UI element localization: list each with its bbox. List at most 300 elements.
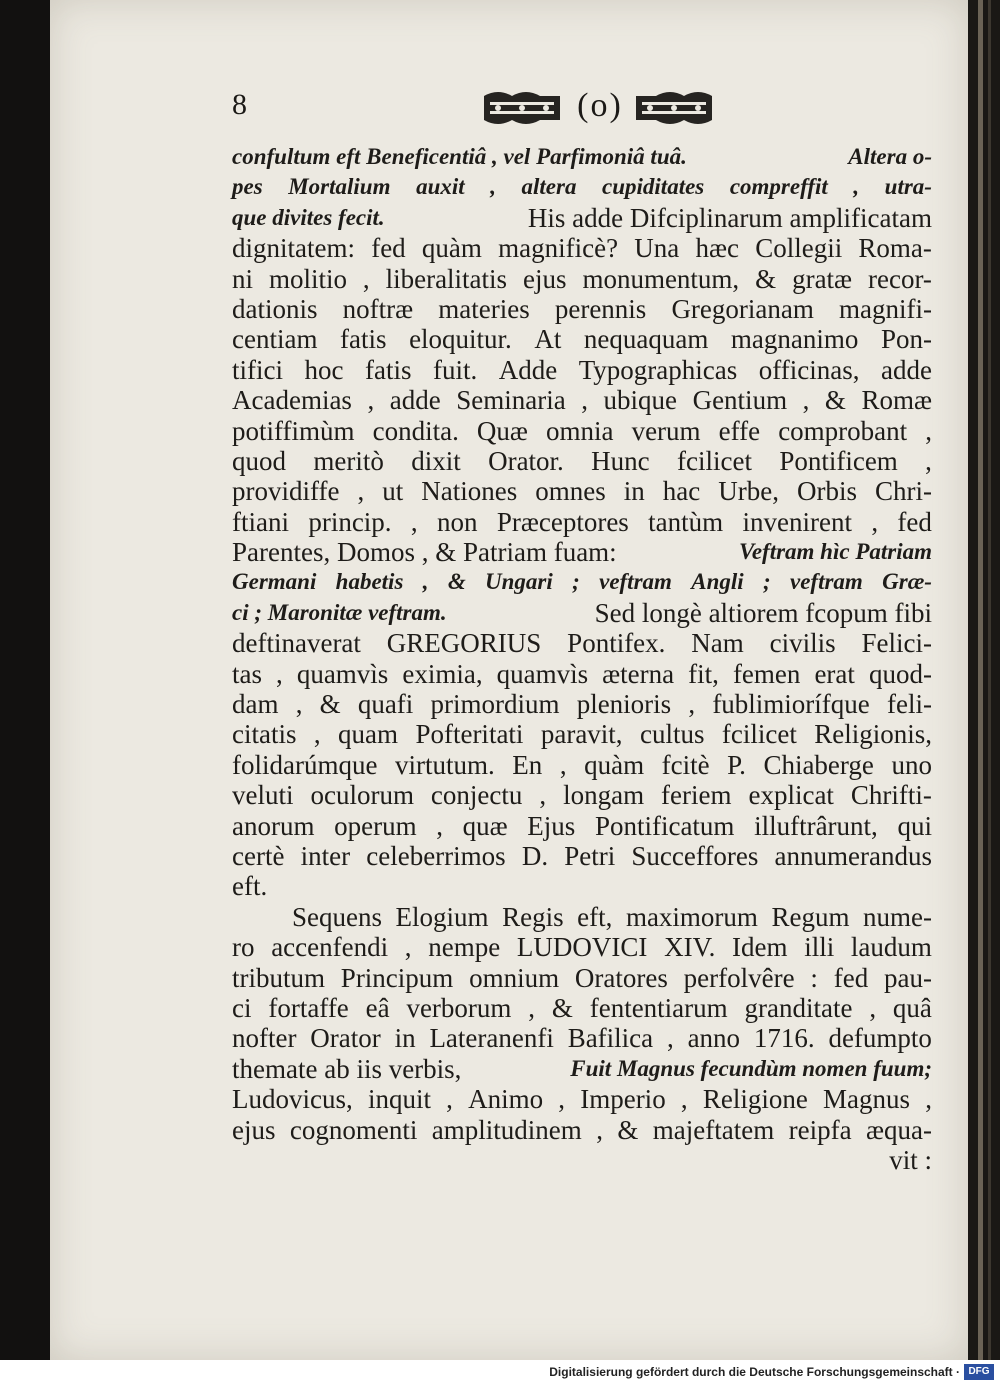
word: majeftatem	[652, 1114, 775, 1145]
word: perennis	[554, 293, 647, 324]
word: reipfa	[788, 1114, 852, 1145]
word: ,	[362, 263, 370, 294]
word: En	[512, 749, 543, 780]
word: Pontificem	[779, 445, 898, 476]
word: cognomenti	[289, 1114, 418, 1145]
word: condita.	[372, 415, 459, 446]
word: effe	[718, 415, 761, 446]
word: GREGORIUS	[386, 628, 542, 659]
word: &	[551, 992, 573, 1023]
text-line	[232, 841, 932, 871]
word: hoc	[304, 354, 344, 385]
word: Nationes	[421, 476, 518, 507]
word: Regis	[502, 901, 564, 932]
word: quæ	[462, 810, 508, 841]
word: Ludovicus,	[232, 1084, 353, 1115]
word: Academias	[232, 385, 352, 416]
word: primordium	[430, 689, 560, 720]
word: Orator	[310, 1023, 381, 1054]
word: princip.	[308, 506, 392, 537]
text-segment	[232, 811, 932, 841]
word: Mortalium	[288, 174, 391, 200]
text-line	[232, 628, 932, 658]
word: Petri	[564, 840, 616, 871]
text-line	[232, 598, 932, 628]
word: Angli	[691, 569, 744, 595]
word: deftinaverat	[232, 628, 361, 659]
word: molitio	[268, 263, 347, 294]
text-line	[232, 1145, 932, 1175]
text-line	[232, 324, 932, 354]
word: æterna	[602, 658, 675, 689]
word: explicat	[748, 780, 834, 811]
word: Pofteritati	[415, 719, 524, 750]
word: Regum	[771, 901, 850, 932]
italic-text-segment: Veftram hìc Patriam	[739, 539, 932, 565]
word: plenioris	[576, 689, 672, 720]
scan-left-margin	[0, 0, 50, 1360]
word: fublimiorífque	[712, 689, 870, 720]
text-segment	[232, 294, 932, 324]
word: ,	[680, 1084, 688, 1115]
word: civilis	[769, 628, 836, 659]
word: perfolvêre	[683, 962, 795, 993]
text-line	[232, 416, 932, 446]
text-segment	[232, 689, 932, 719]
word: Præceptores	[496, 506, 629, 537]
word: ,	[367, 385, 375, 416]
word: compreffit	[729, 174, 828, 200]
word: magnificè?	[498, 233, 619, 264]
text-line	[232, 507, 932, 537]
word: Græ-	[882, 569, 932, 595]
page-number: 8	[232, 88, 247, 121]
word: ,	[410, 506, 418, 537]
word: &	[447, 569, 466, 595]
word: Germani	[232, 569, 317, 595]
word: folidarúmque	[232, 749, 378, 780]
word: officinas,	[758, 354, 860, 385]
word: ,	[666, 1023, 674, 1054]
header-ornament	[478, 86, 718, 130]
text-line	[232, 172, 932, 202]
word: maximorum	[625, 901, 758, 932]
word: utra-	[884, 174, 932, 200]
text-segment: Parentes, Domos , & Patriam fuam:	[232, 537, 617, 568]
word: adde	[389, 385, 441, 416]
word: Ejus	[527, 810, 576, 841]
word: ejus	[523, 263, 567, 294]
word: &	[319, 689, 341, 720]
text-segment	[232, 446, 932, 476]
word: potiffimùm	[232, 415, 355, 446]
word: Chri-	[874, 476, 932, 507]
word: Adde	[498, 354, 558, 385]
word: Oratores	[574, 962, 668, 993]
text-segment	[232, 1115, 932, 1145]
word: Imperio	[580, 1084, 666, 1115]
word: ni	[232, 263, 254, 294]
word: ,	[871, 506, 879, 537]
word: verborum	[406, 992, 512, 1023]
word: &	[617, 1114, 639, 1145]
word: materies	[438, 293, 530, 324]
word: Typographicas	[578, 354, 738, 385]
text-line	[232, 811, 932, 841]
text-segment	[232, 355, 932, 385]
word: non	[437, 506, 478, 537]
word: Felici-	[861, 628, 932, 659]
word: ,	[528, 992, 536, 1023]
word: Hunc	[591, 445, 650, 476]
italic-text-segment	[232, 567, 932, 597]
word: Quæ	[476, 415, 528, 446]
word: nempe	[428, 932, 501, 963]
word: operum	[334, 810, 417, 841]
text-segment	[232, 750, 932, 780]
word: At	[534, 324, 562, 355]
word: accenfendi	[271, 932, 389, 963]
word: liberalitatis	[385, 263, 508, 294]
word: ejus	[232, 1114, 276, 1145]
word: magnanimo	[730, 324, 859, 355]
text-line	[232, 294, 932, 324]
text-line	[232, 264, 932, 294]
text-line	[232, 932, 932, 962]
ornament-center-mark: (o)	[577, 87, 623, 124]
italic-text-segment	[232, 172, 932, 202]
word: ,	[559, 749, 567, 780]
word: Roma-	[858, 233, 932, 264]
word: laudum	[850, 932, 932, 963]
word: gratæ	[792, 263, 853, 294]
word: Religionis,	[814, 719, 932, 750]
body-text	[232, 142, 932, 1175]
word: Orbis	[796, 476, 857, 507]
word: cultus	[639, 719, 705, 750]
word: æqua-	[865, 1114, 932, 1145]
text-segment	[232, 719, 932, 749]
text-line	[232, 902, 932, 932]
word: uno	[891, 749, 932, 780]
footer-bar	[0, 1360, 1000, 1386]
text-line	[232, 1084, 932, 1114]
word: ,	[422, 569, 429, 595]
word: Principum	[340, 962, 454, 993]
word: Chrifti-	[850, 780, 932, 811]
text-line	[232, 446, 932, 476]
word: habetis	[335, 569, 404, 595]
word: fcitè	[661, 749, 710, 780]
word: ,	[925, 445, 932, 476]
word: tas	[232, 658, 262, 689]
text-line	[232, 1115, 932, 1145]
word: Gregorianam	[671, 293, 814, 324]
text-line	[232, 719, 932, 749]
word: veluti	[232, 780, 294, 811]
word: comprobant	[778, 415, 908, 446]
word: pes	[232, 174, 263, 200]
text-line	[232, 871, 932, 901]
word: quàm	[421, 233, 482, 264]
word: Gentium	[692, 385, 788, 416]
word: fententiarum	[589, 992, 728, 1023]
text-segment	[232, 628, 932, 658]
word: defumpto	[828, 1023, 932, 1054]
word: fortaffe	[268, 992, 349, 1023]
text-line	[232, 385, 932, 415]
italic-text-segment: Fuit Magnus fecundùm nomen fuum;	[570, 1055, 932, 1081]
word: ;	[763, 569, 771, 595]
word: ,	[539, 780, 547, 811]
word: verum	[631, 415, 701, 446]
text-line	[232, 233, 932, 263]
word: fuit.	[432, 354, 478, 385]
word: centiam	[232, 324, 318, 355]
text-line	[232, 142, 932, 172]
text-segment	[232, 385, 932, 415]
word: magnifi-	[839, 293, 932, 324]
word: Animo	[468, 1084, 544, 1115]
word: quod	[232, 445, 286, 476]
book-edge	[978, 0, 983, 1360]
italic-text-segment: Altera o-	[848, 144, 932, 169]
book-edge-shadow	[988, 0, 991, 1360]
word: paravit,	[540, 719, 623, 750]
word: longam	[563, 780, 645, 811]
word: Religione	[702, 1084, 808, 1115]
word: ,	[404, 932, 412, 963]
word: inquit	[367, 1084, 431, 1115]
digitization-credit: Digitalisierung gefördert durch die Deutsche Forschungsgemeinschaft ·	[549, 1365, 960, 1379]
text-segment	[232, 233, 932, 263]
text-segment	[232, 476, 932, 506]
text-segment	[232, 963, 932, 993]
word: tantùm	[648, 506, 724, 537]
word: Succeffores	[631, 840, 759, 871]
italic-text-segment: confultum eft Beneficentiâ , vel Parfimoniâ tuâ.	[232, 144, 687, 169]
word: feli-	[886, 689, 932, 720]
text-line	[232, 1054, 932, 1084]
word: adde	[881, 354, 932, 385]
word: eximia,	[402, 658, 483, 689]
word: Una	[634, 233, 680, 264]
text-line	[232, 750, 932, 780]
word: oculorum	[310, 780, 414, 811]
word: Idem	[732, 932, 788, 963]
text-segment	[232, 416, 932, 446]
word: ,	[869, 992, 877, 1023]
word: LUDOVICI	[516, 932, 648, 963]
word: fcilicet	[677, 445, 752, 476]
word: dam	[232, 689, 279, 720]
word: ,	[357, 476, 365, 507]
word: Orator.	[488, 445, 564, 476]
word: Bafilica	[567, 1023, 654, 1054]
word: :	[810, 962, 818, 993]
text-line	[232, 355, 932, 385]
word: femen	[732, 658, 801, 689]
word: ci	[232, 992, 252, 1023]
word: anorum	[232, 810, 315, 841]
word: Ungari	[485, 569, 553, 595]
text-line	[232, 780, 932, 810]
text-line	[232, 476, 932, 506]
word: ro	[232, 932, 255, 963]
word: ,	[558, 1084, 566, 1115]
word: Pontificatum	[594, 810, 735, 841]
word: Pon-	[880, 324, 932, 355]
word: omnia	[546, 415, 614, 446]
word: ,	[802, 385, 810, 416]
word: dignitatem:	[232, 233, 355, 264]
text-line	[232, 537, 932, 567]
word: ftiani	[232, 506, 289, 537]
word: ubique	[603, 385, 678, 416]
word: veftram	[599, 569, 672, 595]
word: P.	[727, 749, 746, 780]
word: nume-	[863, 901, 932, 932]
word: granditate	[744, 992, 853, 1023]
text-segment	[292, 902, 932, 932]
word: eloquitur.	[409, 324, 512, 355]
word: hac	[662, 476, 701, 507]
word: ,	[925, 415, 932, 446]
word: eâ	[365, 992, 390, 1023]
scan-right-margin	[968, 0, 1000, 1360]
word: celeberrimos	[366, 840, 506, 871]
text-line	[232, 963, 932, 993]
word: Collegii	[755, 233, 843, 264]
word: &	[755, 263, 777, 294]
italic-text-segment: que divites fecit.	[232, 204, 385, 230]
word: certè	[232, 840, 285, 871]
word: erat	[814, 658, 855, 689]
word: Nam	[691, 628, 744, 659]
word: Sequens	[292, 901, 382, 932]
word: quàm	[584, 749, 645, 780]
text-segment	[232, 264, 932, 294]
text-segment	[232, 659, 932, 689]
word: fed	[897, 506, 932, 537]
text-line	[232, 567, 932, 597]
text-line	[232, 689, 932, 719]
text-segment	[232, 841, 932, 871]
word: Pontifex.	[567, 628, 666, 659]
word: citatis	[232, 719, 297, 750]
word: omnes	[535, 476, 606, 507]
word: anno	[687, 1023, 741, 1054]
word: feriem	[661, 780, 732, 811]
word: qui	[897, 810, 932, 841]
word: in	[394, 1023, 416, 1054]
word: veftram	[790, 569, 863, 595]
word: providiffe	[232, 476, 340, 507]
text-segment: Sed longè altiorem fcopum fibi	[594, 597, 932, 628]
word: illi	[804, 932, 835, 963]
word: ,	[276, 658, 283, 689]
word: quod-	[868, 658, 932, 689]
word: Magnus	[823, 1084, 910, 1115]
word: Seminaria	[456, 385, 566, 416]
word: omnium	[469, 962, 560, 993]
word: &	[824, 385, 846, 416]
word: quafi	[357, 689, 414, 720]
text-segment: themate ab iis verbis,	[232, 1053, 462, 1084]
word: cupiditates	[602, 174, 705, 200]
word: nequaquam	[583, 324, 709, 355]
word: inter	[300, 840, 351, 871]
word: amplitudinem	[431, 1114, 582, 1145]
text-segment: vit :	[889, 1144, 932, 1175]
text-segment	[232, 1084, 932, 1114]
word: ,	[925, 1084, 932, 1115]
text-segment	[232, 780, 932, 810]
word: noftræ	[342, 293, 414, 324]
word: ut	[382, 476, 404, 507]
word: hæc	[695, 233, 739, 264]
text-segment	[232, 507, 932, 537]
word: Elogium	[395, 901, 489, 932]
word: fcilicet	[721, 719, 797, 750]
word: altera	[521, 174, 577, 200]
word: ,	[688, 689, 696, 720]
text-segment	[232, 932, 932, 962]
text-segment	[232, 993, 932, 1023]
word: recor-	[868, 263, 932, 294]
word: fit,	[688, 658, 719, 689]
word: illuftrârunt,	[754, 810, 878, 841]
text-segment: eft.	[232, 871, 268, 902]
word: ,	[596, 1114, 603, 1145]
text-segment	[232, 1023, 932, 1053]
word: quamvìs	[496, 658, 589, 689]
word: dixit	[411, 445, 461, 476]
text-segment	[232, 324, 932, 354]
word: ,	[313, 719, 321, 750]
word: virtutum.	[395, 749, 495, 780]
text-line	[232, 203, 932, 233]
text-line	[232, 1023, 932, 1053]
word: 1716.	[753, 1023, 815, 1054]
word: ,	[436, 810, 443, 841]
word: quam	[338, 719, 399, 750]
word: pau-	[884, 962, 932, 993]
word: auxit	[416, 174, 465, 200]
word: fed	[833, 962, 869, 993]
word: fatis	[364, 354, 412, 385]
word: Chiaberge	[763, 749, 874, 780]
word: Lateranenfi	[429, 1023, 554, 1054]
word: tifici	[232, 354, 283, 385]
word: ,	[853, 174, 860, 200]
word: dationis	[232, 293, 318, 324]
word: nofter	[232, 1023, 297, 1054]
word: D.	[521, 840, 549, 871]
word: XIV.	[664, 932, 716, 963]
word: quamvìs	[296, 658, 389, 689]
word: ,	[581, 385, 589, 416]
word: fatis	[340, 324, 387, 355]
italic-text-segment: ci ; Maronitæ veftram.	[232, 599, 447, 625]
text-line	[232, 993, 932, 1023]
text-line	[232, 659, 932, 689]
word: ;	[572, 569, 580, 595]
word: in	[623, 476, 645, 507]
word: conjectu	[430, 780, 523, 811]
word: meritò	[313, 445, 384, 476]
word: fed	[371, 233, 406, 264]
